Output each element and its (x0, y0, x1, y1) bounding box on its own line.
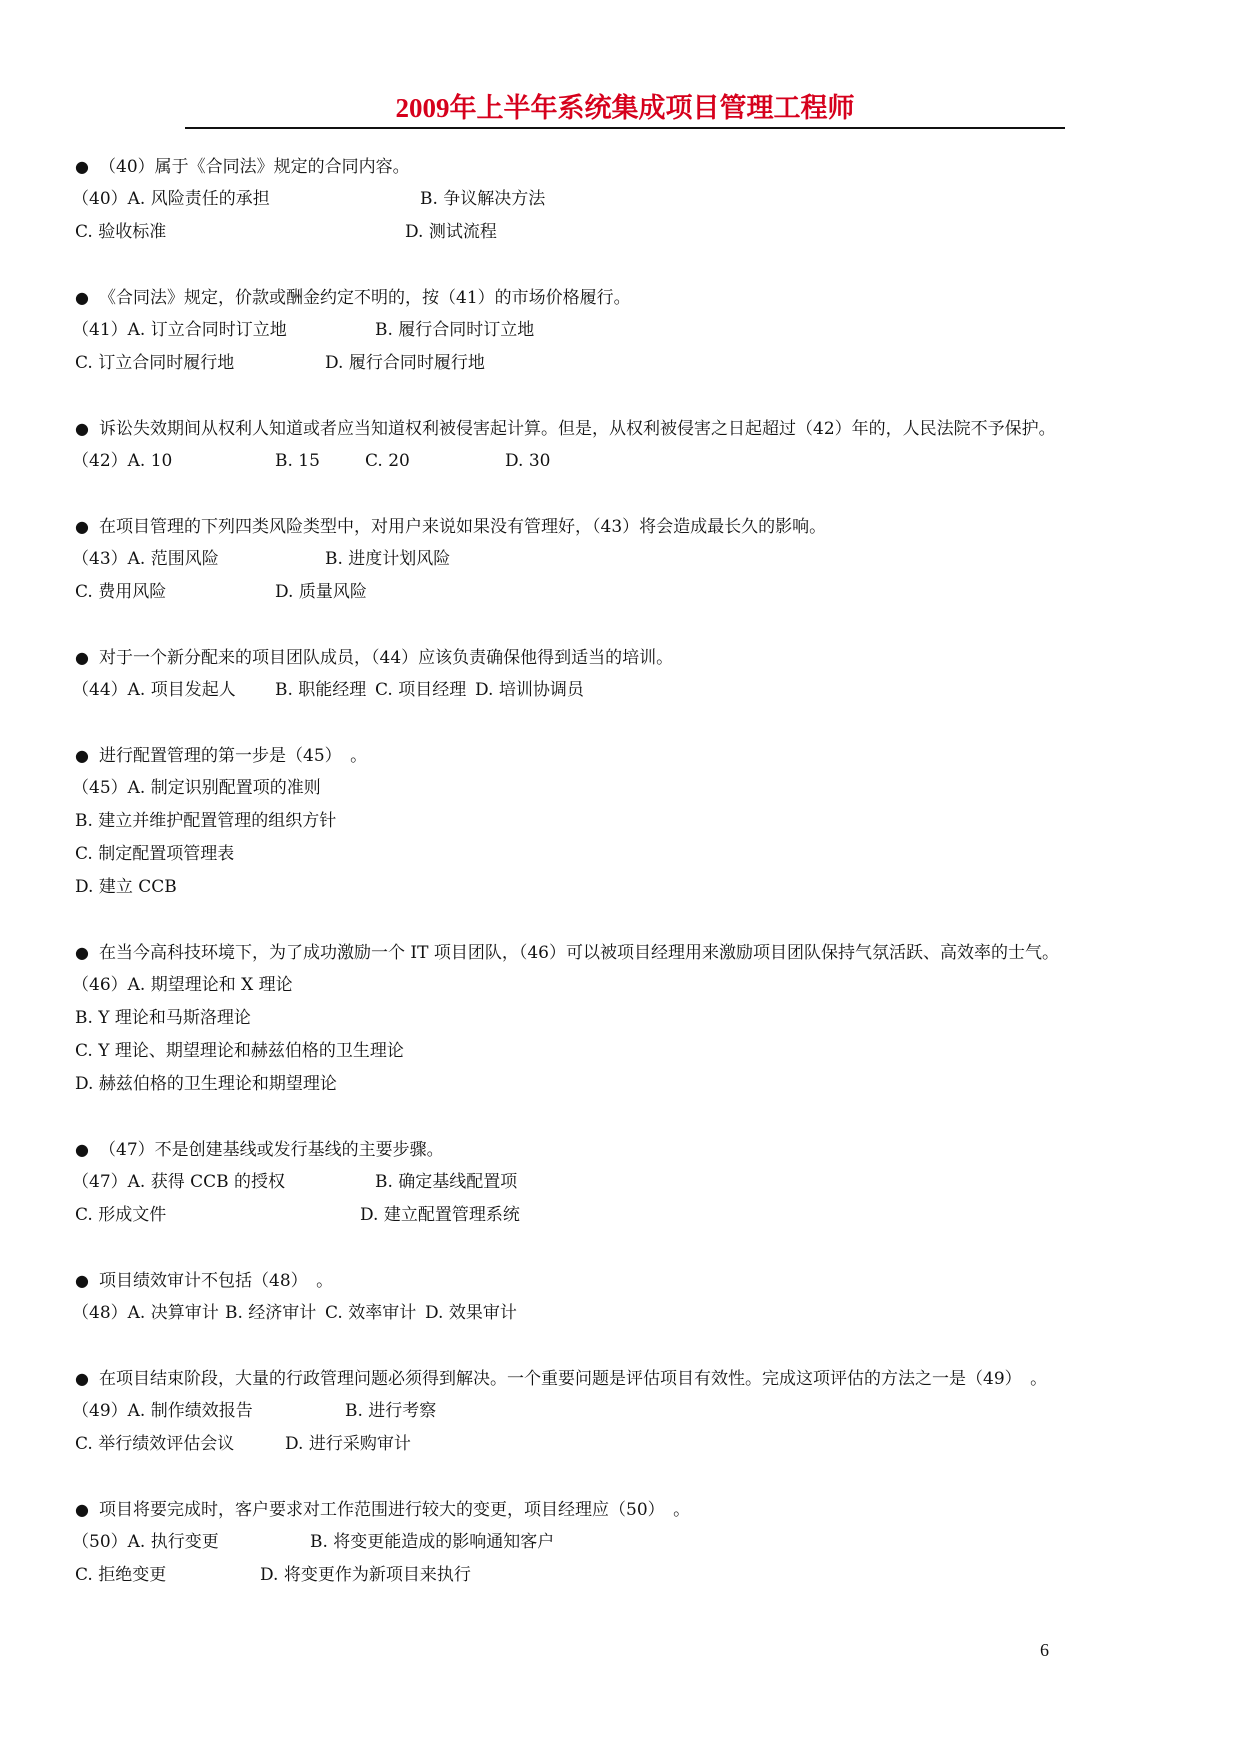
question-stem (75, 150, 1185, 183)
question-stem (75, 281, 1185, 314)
answer-option: C. 制定配置项管理表 (75, 844, 235, 864)
option-row (72, 1395, 1185, 1428)
question-stem-text: （47）不是创建基线或发行基线的主要步骤。 (99, 1140, 444, 1160)
answer-option: D. 赫兹伯格的卫生理论和期望理论 (75, 1074, 337, 1094)
question-block (72, 150, 1185, 249)
answer-option: B. 建立并维护配置管理的组织方针 (75, 811, 337, 831)
question-block (72, 641, 1185, 707)
question-block (72, 1264, 1185, 1330)
answer-option: B. 经济审计 (225, 1303, 317, 1323)
question-stem (75, 1493, 1185, 1526)
option-row (72, 969, 1185, 1002)
answer-option: D. 进行采购审计 (285, 1434, 411, 1454)
option-row (72, 772, 1185, 805)
answer-option: D. 将变更作为新项目来执行 (260, 1565, 471, 1585)
answer-option: （43）A. 范围风险 (72, 549, 219, 569)
question-block (72, 739, 1185, 904)
answer-option: B. 进行考察 (345, 1401, 437, 1421)
bullet-icon: ● (75, 1500, 89, 1519)
question-stem (75, 1133, 1185, 1166)
option-row (75, 1002, 1185, 1035)
answer-option: D. 质量风险 (275, 582, 367, 602)
answer-option: B. 确定基线配置项 (375, 1172, 518, 1192)
answer-option: C. 效率审计 (325, 1303, 417, 1323)
answer-option: （40）A. 风险责任的承担 (72, 189, 270, 209)
bullet-icon: ● (75, 288, 89, 307)
bullet-icon: ● (75, 1271, 89, 1290)
question-block (72, 1493, 1185, 1592)
question-block (72, 510, 1185, 609)
option-row (75, 1559, 1185, 1592)
option-row (72, 1166, 1185, 1199)
answer-option: C. 费用风险 (75, 582, 167, 602)
option-row (75, 1068, 1185, 1101)
answer-option: B. 15 (275, 451, 320, 471)
answer-option: （49）A. 制作绩效报告 (72, 1401, 253, 1421)
option-row (75, 347, 1185, 380)
question-stem-text: 项目将要完成时，客户要求对工作范围进行较大的变更，项目经理应（50） 。 (99, 1500, 691, 1520)
answer-option: D. 30 (505, 451, 551, 471)
question-stem (75, 510, 1185, 543)
option-row (72, 1297, 1185, 1330)
answer-option: C. 验收标准 (75, 222, 167, 242)
answer-option: （46）A. 期望理论和 X 理论 (72, 975, 293, 995)
question-stem (75, 412, 1185, 445)
question-stem-text: （40）属于《合同法》规定的合同内容。 (99, 157, 410, 177)
answer-option: C. 项目经理 (375, 680, 467, 700)
question-stem (75, 1264, 1185, 1297)
answer-option: B. 进度计划风险 (325, 549, 451, 569)
question-stem-text: 项目绩效审计不包括（48） 。 (99, 1271, 334, 1291)
answer-option: （44）A. 项目发起人 (72, 680, 236, 700)
answer-option: D. 建立 CCB (75, 877, 177, 897)
question-stem-text: 《合同法》规定，价款或酬金约定不明的，按（41）的市场价格履行。 (99, 288, 631, 308)
bullet-icon: ● (75, 419, 89, 438)
answer-option: C. 拒绝变更 (75, 1565, 167, 1585)
page-number: 6 (1040, 1640, 1049, 1660)
option-row (72, 1526, 1185, 1559)
bullet-icon: ● (75, 943, 89, 962)
answer-option: D. 培训协调员 (475, 680, 584, 700)
option-row (72, 543, 1185, 576)
question-stem (75, 936, 1185, 969)
option-row (75, 871, 1185, 904)
answer-option: （41）A. 订立合同时订立地 (72, 320, 287, 340)
title-underline (185, 127, 1065, 129)
question-stem (75, 641, 1185, 674)
bullet-icon: ● (75, 1369, 89, 1388)
question-block (72, 281, 1185, 380)
answer-option: B. Y 理论和马斯洛理论 (75, 1008, 251, 1028)
option-row (72, 674, 1185, 707)
bullet-icon: ● (75, 517, 89, 536)
option-row (75, 1428, 1185, 1461)
bullet-icon: ● (75, 648, 89, 667)
answer-option: D. 效果审计 (425, 1303, 517, 1323)
question-stem-text: 在项目结束阶段，大量的行政管理问题必须得到解决。一个重要问题是评估项目有效性。完成这项评估的方法之一是（49） 。 (99, 1369, 1048, 1389)
answer-option: B. 履行合同时订立地 (375, 320, 535, 340)
answer-option: B. 将变更能造成的影响通知客户 (310, 1532, 555, 1552)
question-stem-text: 进行配置管理的第一步是（45） 。 (99, 746, 368, 766)
page-title: 2009年上半年系统集成项目管理工程师 (395, 93, 855, 123)
answer-option: C. 20 (365, 451, 410, 471)
bullet-icon: ● (75, 157, 89, 176)
option-row (75, 1199, 1185, 1232)
answer-option: C. Y 理论、期望理论和赫兹伯格的卫生理论 (75, 1041, 404, 1061)
answer-option: D. 建立配置管理系统 (360, 1205, 520, 1225)
question-block (72, 1133, 1185, 1232)
question-stem-text: 在项目管理的下列四类风险类型中，对用户来说如果没有管理好，（43）将会造成最长久的影响。 (99, 517, 827, 537)
answer-option: C. 形成文件 (75, 1205, 167, 1225)
question-list (72, 150, 1185, 1624)
question-block (72, 936, 1185, 1101)
option-row (75, 838, 1185, 871)
answer-option: （47）A. 获得 CCB 的授权 (72, 1172, 286, 1192)
option-row (75, 805, 1185, 838)
option-row (72, 183, 1185, 216)
question-stem-text: 对于一个新分配来的项目团队成员，（44）应该负责确保他得到适当的培训。 (99, 648, 674, 668)
question-stem (75, 739, 1185, 772)
answer-option: （45）A. 制定识别配置项的准则 (72, 778, 321, 798)
answer-option: D. 测试流程 (405, 222, 497, 242)
option-row (75, 216, 1185, 249)
bullet-icon: ● (75, 1140, 89, 1159)
answer-option: B. 职能经理 (275, 680, 367, 700)
answer-option: （48）A. 决算审计 (72, 1303, 219, 1323)
question-block (72, 1362, 1185, 1461)
question-stem-text: 诉讼失效期间从权利人知道或者应当知道权利被侵害起计算。但是，从权利被侵害之日起超过（42）年的，人民法院不予保护。 (99, 419, 1056, 439)
answer-option: D. 履行合同时履行地 (325, 353, 485, 373)
option-row (75, 576, 1185, 609)
answer-option: B. 争议解决方法 (420, 189, 546, 209)
bullet-icon: ● (75, 746, 89, 765)
answer-option: C. 订立合同时履行地 (75, 353, 235, 373)
question-stem (75, 1362, 1185, 1395)
answer-option: C. 举行绩效评估会议 (75, 1434, 235, 1454)
answer-option: （42）A. 10 (72, 451, 173, 471)
option-row (72, 314, 1185, 347)
option-row (75, 1035, 1185, 1068)
option-row (72, 445, 1185, 478)
question-stem-text: 在当今高科技环境下，为了成功激励一个 IT 项目团队，（46）可以被项目经理用来激励项目团队保持气氛活跃、高效率的士气。 (99, 943, 1059, 963)
question-block (72, 412, 1185, 478)
answer-option: （50）A. 执行变更 (72, 1532, 219, 1552)
